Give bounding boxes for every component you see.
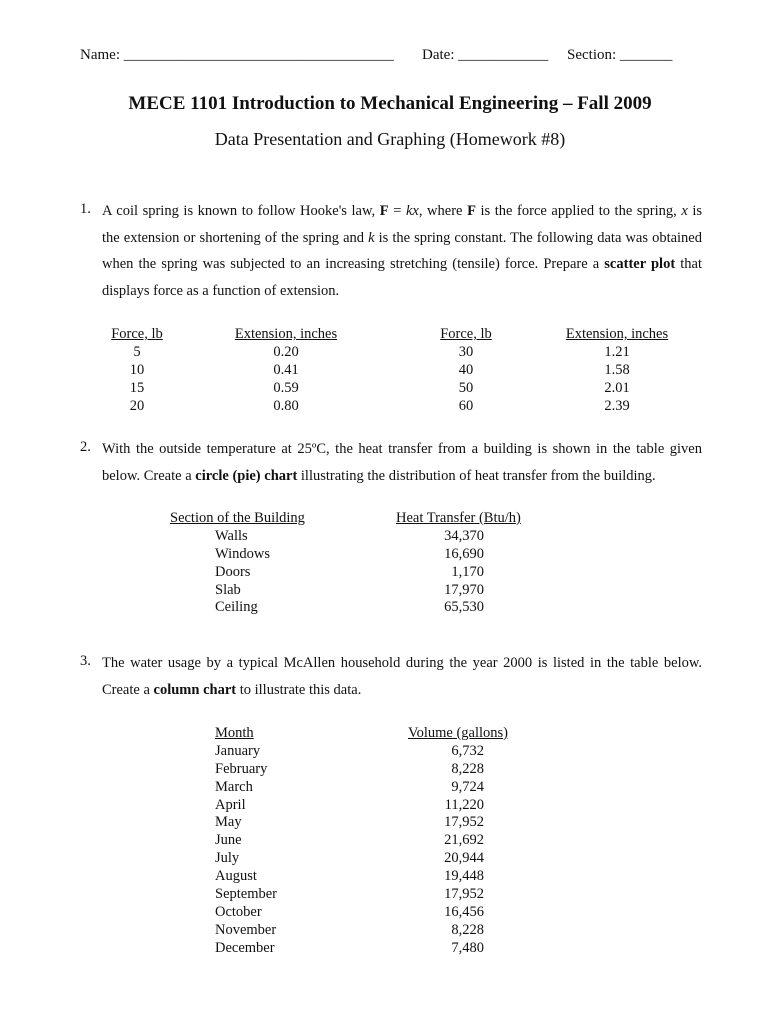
table-cell: Slab xyxy=(215,581,241,598)
table-cell: 8,228 xyxy=(451,921,484,938)
table-cell: 1,170 xyxy=(451,563,484,580)
table-cell: 1.21 xyxy=(604,343,630,360)
q2-text: With the outside temperature at 25ºC, the heat transfer from a building is shown in the table given below. Create a circle (pie) chart illustrating the distribution of heat transfer from the building. xyxy=(102,441,702,484)
table-header: Extension, inches xyxy=(565,326,669,342)
table-cell: 10 xyxy=(129,361,145,378)
table-cell: 15 xyxy=(129,379,145,396)
course-title: MECE 1101 Introduction to Mechanical Engineering – Fall 2009 xyxy=(128,93,652,114)
table-cell: 60 xyxy=(458,397,474,414)
table-cell: 21,692 xyxy=(444,832,484,849)
table-cell: 5 xyxy=(133,343,141,360)
table-header: Volume (gallons) xyxy=(408,725,509,741)
table-cell: 16,456 xyxy=(444,903,484,920)
table-cell: 0.20 xyxy=(273,343,299,360)
table-cell: December xyxy=(215,939,275,956)
table-cell: 17,952 xyxy=(444,886,484,903)
table-cell: June xyxy=(215,832,242,849)
table-cell: Windows xyxy=(215,545,270,562)
table-header: Section of the Building xyxy=(170,510,305,526)
date-field: Date: ____________ xyxy=(422,47,549,63)
table-cell: November xyxy=(215,921,277,938)
table-cell: March xyxy=(215,778,253,795)
q3-number: 3. xyxy=(80,653,91,669)
table-cell: 30 xyxy=(458,343,474,360)
table-cell: 65,530 xyxy=(444,599,484,616)
table-cell: January xyxy=(215,742,261,759)
table-header: Force, lb xyxy=(111,326,163,342)
table-cell: 11,220 xyxy=(444,796,484,813)
table-cell: 0.41 xyxy=(273,361,299,378)
table-cell: February xyxy=(215,760,268,777)
q2-table xyxy=(0,510,770,620)
table-cell: 34,370 xyxy=(444,527,484,544)
table-cell: 20 xyxy=(129,397,145,414)
table-cell: 40 xyxy=(458,361,474,378)
q1-table xyxy=(0,326,770,416)
table-cell: October xyxy=(215,903,262,920)
table-cell: 17,970 xyxy=(444,581,484,598)
table-cell: Ceiling xyxy=(215,599,258,616)
q2-number: 2. xyxy=(80,439,91,455)
q1-text: A coil spring is known to follow Hooke's law, F = kx, where F is the force applied to the spring, x is the extension or shortening of the spring and k is the spring constant. The following data was obtained when the spring was subjected to an increasing stretching (tensile) force. Prepare a scatter plot that displays force as a function of extension. xyxy=(102,203,703,299)
table-cell: 17,952 xyxy=(444,814,484,831)
table-cell: Doors xyxy=(215,563,251,580)
assignment-subtitle: Data Presentation and Graphing (Homework #8) xyxy=(214,129,566,149)
table-cell: 1.58 xyxy=(604,361,630,378)
table-header: Month xyxy=(215,725,254,741)
q3-table xyxy=(0,725,770,965)
q1-number: 1. xyxy=(80,201,91,217)
table-cell: 50 xyxy=(458,379,474,396)
table-cell: 0.80 xyxy=(273,397,299,414)
table-cell: 16,690 xyxy=(444,545,484,562)
table-cell: August xyxy=(215,868,257,885)
table-cell: July xyxy=(215,850,240,867)
table-header: Force, lb xyxy=(440,326,492,342)
table-cell: 19,448 xyxy=(444,868,484,885)
q3-text: The water usage by a typical McAllen household during the year 2000 is listed in the table below. Create a column chart to illustrate this data. xyxy=(102,655,702,698)
table-cell: September xyxy=(215,886,278,903)
table-cell: 8,228 xyxy=(451,760,484,777)
table-header: Heat Transfer (Btu/h) xyxy=(396,510,521,526)
table-cell: Walls xyxy=(215,527,248,544)
table-cell: May xyxy=(215,814,242,831)
table-cell: 0.59 xyxy=(273,379,299,396)
table-cell: 2.01 xyxy=(604,379,630,396)
table-header: Extension, inches xyxy=(234,326,338,342)
table-cell: April xyxy=(215,796,246,813)
section-field: Section: _______ xyxy=(567,47,673,63)
table-cell: 2.39 xyxy=(604,397,630,414)
table-cell: 20,944 xyxy=(444,850,484,867)
table-cell: 9,724 xyxy=(451,778,484,795)
table-cell: 7,480 xyxy=(451,939,484,956)
table-cell: 6,732 xyxy=(451,742,484,759)
name-field: Name: ____________________________________ xyxy=(80,47,394,63)
